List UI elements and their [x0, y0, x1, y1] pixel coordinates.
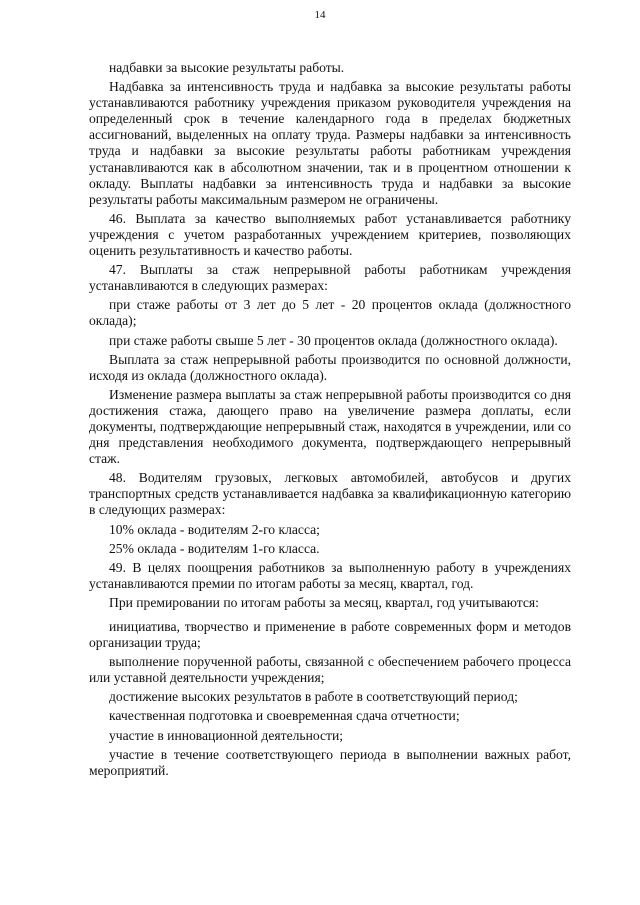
paragraph: выполнение порученной работы, связанной с обеспечением рабочего процесса или уставной деятельности учреждения;	[89, 654, 571, 686]
paragraph: качественная подготовка и своевременная сдача отчетности;	[109, 708, 460, 724]
paragraph: 25% оклада - водителям 1-го класса.	[109, 540, 320, 556]
paragraph: 48. Водителям грузовых, легковых автомобилей, автобусов и других транспортных средств устанавливается надбавка за квалификационную категорию в следующих размерах:	[89, 470, 571, 518]
paragraph: достижение высоких результатов в работе в соответствующий период;	[109, 689, 518, 705]
paragraph: Надбавка за интенсивность труда и надбавка за высокие результаты работы устанавливаются работнику учреждения приказом руководителя учреждения на определенный срок в течение календарного года в пределах бюджетных ассигнований, выделенных на оплату труда. Размеры надбавки за интенсивность труда и надбавки за высокие результаты работы работникам учреждения устанавливаются как в абсолютном значении, так и в процентном отношении к окладу. Выплаты надбавки за интенсивность труда и надбавки за высокие результаты работы максимальным размером не ограничены.	[89, 79, 571, 207]
paragraph: Выплата за стаж непрерывной работы производится по основной должности, исходя из оклада (должностного оклада).	[89, 351, 571, 383]
paragraph: При премировании по итогам работы за месяц, квартал, год учитываются:	[109, 594, 539, 610]
paragraph: при стаже работы от 3 лет до 5 лет - 20 процентов оклада (должностного оклада);	[89, 297, 571, 329]
paragraph: 49. В целях поощрения работников за выполненную работу в учреждениях устанавливаются премии по итогам работы за месяц, квартал, год.	[89, 559, 571, 591]
paragraph: участие в инновационной деятельности;	[109, 727, 344, 743]
paragraph: надбавки за высокие результаты работы.	[109, 60, 345, 75]
paragraph: 47. Выплаты за стаж непрерывной работы работникам учреждения устанавливаются в следующих размерах:	[89, 262, 571, 294]
paragraph: инициатива, творчество и применение в работе современных форм и методов организации труда;	[89, 619, 571, 651]
document-body	[89, 60, 571, 782]
paragraph: участие в течение соответствующего периода в выполнении важных работ, мероприятий.	[89, 746, 571, 778]
paragraph: 10% оклада - водителям 2-го класса;	[109, 521, 320, 537]
paragraph: 46. Выплата за качество выполняемых работ устанавливается работнику учреждения с учетом разработанных учреждением критериев, позволяющих оценить результативность и качество работы.	[89, 210, 571, 259]
paragraph: Изменение размера выплаты за стаж непрерывной работы производится со дня достижения стажа, дающего право на увеличение размера доплаты, если документы, подтверждающие непрерывный стаж, находятся в учреждении, или со дня представления необходимого документа, подтверждающего непрерывный стаж.	[89, 386, 571, 467]
paragraph: при стаже работы свыше 5 лет - 30 процентов оклада (должностного оклада).	[109, 332, 558, 348]
page-number: 14	[314, 9, 326, 21]
